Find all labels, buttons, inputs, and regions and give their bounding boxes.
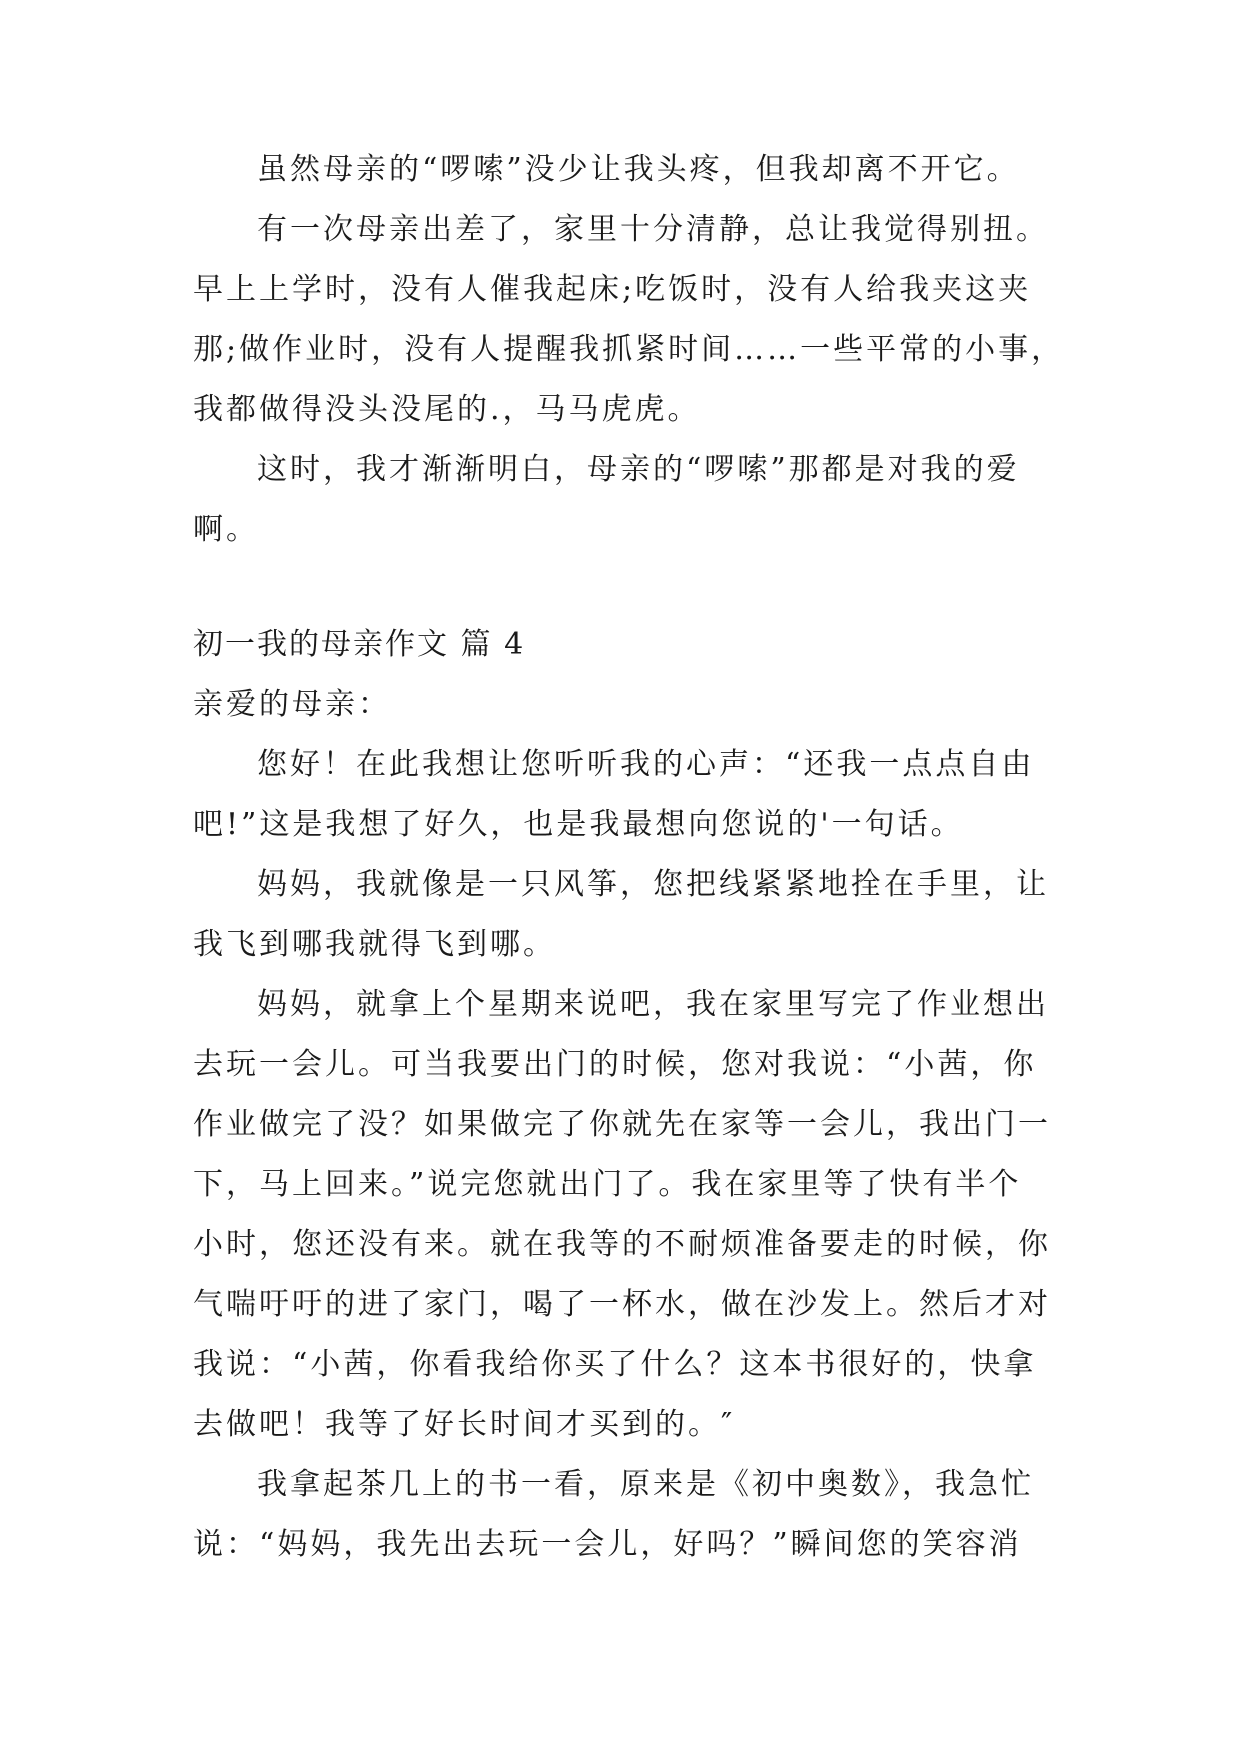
paragraph-line: 我都做得没头没尾的.，马马虎虎。 bbox=[193, 392, 701, 427]
paragraph-line: 去做吧！我等了好长时间才买到的。″ bbox=[193, 1407, 736, 1442]
paragraph-line: 下，马上回来。”说完您就出门了。我在家里等了快有半个 bbox=[193, 1167, 1022, 1202]
paragraph-line: 这时，我才渐渐明白，母亲的“啰嗦”那都是对我的爱 bbox=[257, 452, 1020, 487]
paragraph-line: 虽然母亲的“啰嗦”没少让我头疼，但我却离不开它。 bbox=[257, 152, 1020, 187]
letter-salutation: 亲爱的母亲： bbox=[193, 687, 391, 722]
paragraph-line: 妈妈，就拿上个星期来说吧，我在家里写完了作业想出 bbox=[257, 987, 1049, 1022]
paragraph-line: 气喘吁吁的进了家门，喝了一杯水，做在沙发上。然后才对 bbox=[193, 1287, 1051, 1322]
paragraph-line: 去玩一会儿。可当我要出门的时候，您对我说：“小茜，你 bbox=[193, 1047, 1037, 1082]
paragraph-line: 小时，您还没有来。就在我等的不耐烦准备要走的时候，你 bbox=[193, 1227, 1051, 1262]
paragraph-line: 吧!”这是我想了好久，也是我最想向您说的'一句话。 bbox=[193, 807, 964, 842]
paragraph-line: 作业做完了没？如果做完了你就先在家等一会儿，我出门一 bbox=[193, 1107, 1051, 1142]
paragraph-line: 那;做作业时，没有人提醒我抓紧时间……一些平常的小事， bbox=[193, 332, 1065, 367]
section-heading: 初一我的母亲作文 篇 4 bbox=[193, 627, 526, 662]
paragraph-line: 早上上学时，没有人催我起床;吃饭时，没有人给我夹这夹 bbox=[193, 272, 1032, 307]
paragraph-line: 我拿起茶几上的书一看，原来是《初中奥数》，我急忙 bbox=[257, 1467, 1034, 1502]
paragraph-line: 妈妈，我就像是一只风筝，您把线紧紧地拴在手里，让 bbox=[257, 867, 1049, 902]
paragraph-line: 您好！在此我想让您听听我的心声：“还我一点点自由 bbox=[257, 747, 1035, 782]
paragraph-line: 我说：“小茜，你看我给你买了什么？这本书很好的，快拿 bbox=[193, 1347, 1037, 1382]
paragraph-line: 啊。 bbox=[193, 512, 259, 547]
paragraph-line: 有一次母亲出差了，家里十分清静，总让我觉得别扭。 bbox=[257, 212, 1049, 247]
paragraph-line: 说：“妈妈，我先出去玩一会儿，好吗？”瞬间您的笑容消 bbox=[193, 1527, 1022, 1562]
paragraph-line: 我飞到哪我就得飞到哪。 bbox=[193, 927, 556, 962]
